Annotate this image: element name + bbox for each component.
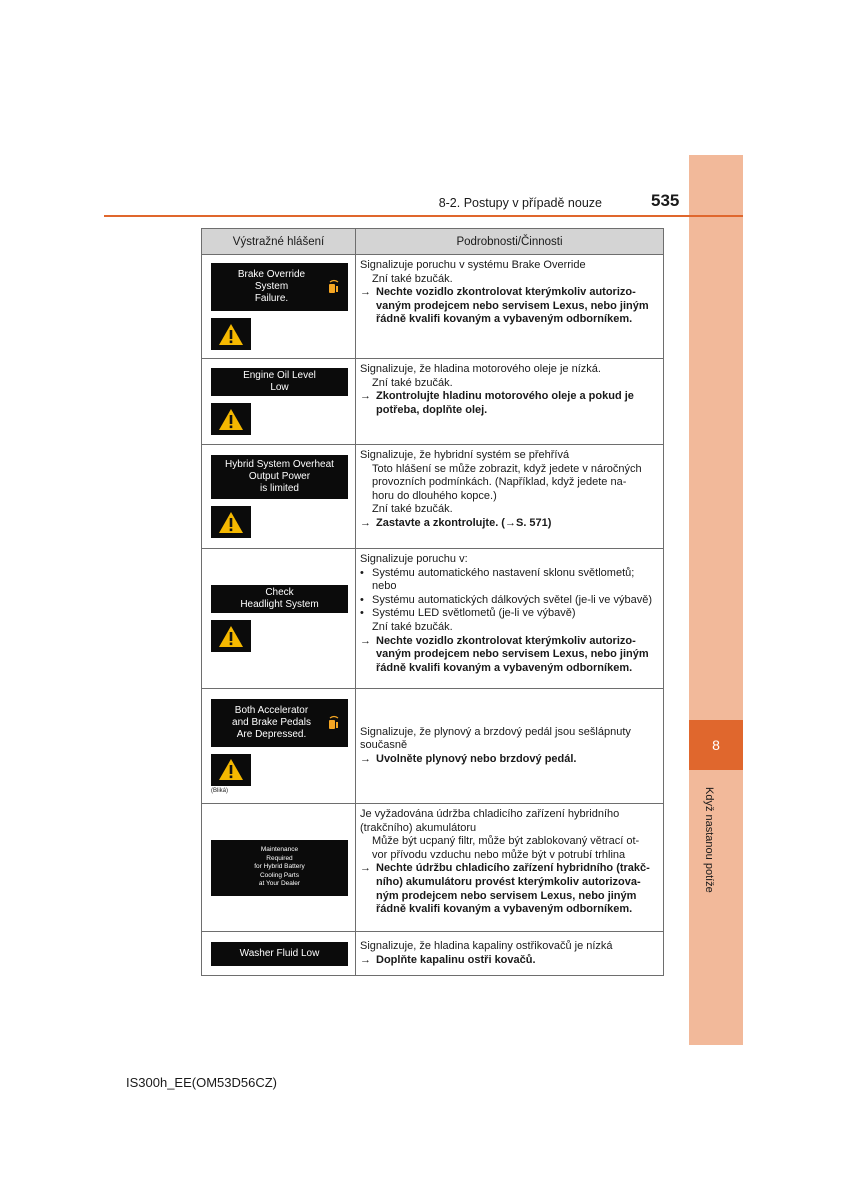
header-rule	[104, 215, 743, 217]
table-row	[202, 932, 664, 976]
warning-triangle-icon	[218, 625, 244, 648]
buzzer-note: Zní také bzučák.	[372, 620, 453, 633]
display-line: Output Power	[248, 471, 311, 482]
warning-triangle-icon	[218, 323, 244, 346]
description-text: Je vyžadována údržba chladicího zařízení hybridního (trakčního) akumulátoru	[360, 808, 620, 834]
bullet-item: • Systému automatického nastavení sklonu světlometů; nebo	[360, 566, 635, 593]
bullet-item: • Systému automatických dálkových světel (je-li ve výbavě)	[360, 593, 652, 606]
description-text: Signalizuje, že hladina motorového oleje je nízká.	[360, 363, 601, 375]
description-text: Signalizuje, že hybridní systém se přehřívá	[360, 449, 570, 461]
table-row	[202, 445, 664, 549]
bullet-item: • Systému LED světlometů (je-li ve výbavě)	[360, 607, 576, 620]
hybrid-overheat-display	[211, 455, 348, 499]
chapter-label: Když nastanou potíže	[703, 787, 715, 893]
details-cell	[356, 445, 664, 549]
message-cell	[202, 804, 356, 932]
action-text: → Zkontrolujte hladinu motorového oleje a pokud je potřeba, doplňte olej.	[360, 390, 634, 416]
details-cell	[356, 359, 664, 445]
engine-oil-display	[211, 368, 348, 396]
details-cell	[356, 689, 664, 804]
brake-pedal-icon	[326, 715, 342, 731]
warning-light	[211, 754, 251, 786]
action-text: → Zastavte a zkontrolujte. (→S. 571)	[360, 516, 552, 529]
display-line: Cooling Parts	[259, 871, 299, 879]
description-text: Signalizuje poruchu v systému Brake Override	[360, 259, 586, 271]
document-code: IS300h_EE(OM53D56CZ)	[126, 1075, 278, 1090]
brake-pedal-icon	[326, 279, 342, 295]
message-cell	[202, 359, 356, 445]
display-line: Brake Override	[237, 269, 306, 280]
display-line: and Brake Pedals	[232, 716, 311, 728]
display-line: Failure.	[254, 293, 289, 304]
display-line: Low	[270, 382, 289, 393]
detail-text: Může být ucpaný filtr, může být zablokovaný větrací ot- vor přívodu vzduchu nebo může být v potrubí trhlina	[372, 835, 640, 861]
details-cell	[356, 804, 664, 932]
display-line: Maintenance	[260, 846, 299, 854]
headlight-system-display	[211, 585, 348, 613]
warning-triangle-icon	[218, 511, 244, 534]
display-line: Headlight System	[240, 599, 319, 610]
action-text: → Doplňte kapalinu ostři kovačů.	[360, 953, 536, 966]
table-row	[202, 359, 664, 445]
washer-fluid-display	[211, 942, 348, 966]
display-line: Required	[266, 854, 293, 862]
column-header-message: Výstražné hlášení	[202, 229, 356, 255]
chapter-number: 8	[712, 737, 720, 753]
buzzer-note: Zní také bzučák.	[372, 503, 453, 516]
action-text: → Nechte vozidlo zkontrolovat kterýmkoliv autorizo- vaným prodejcem nebo servisem Lexus, nebo jiným řádně kvalifi kovaným a vybaveným odborníkem.	[360, 634, 649, 674]
display-line: at Your Dealer	[258, 880, 301, 888]
details-cell	[356, 932, 664, 976]
table-row	[202, 689, 664, 804]
display-line: Are Depressed.	[236, 728, 307, 740]
display-line: Both Accelerator	[234, 704, 309, 716]
action-text: → Nechte vozidlo zkontrolovat kterýmkoliv autorizo- vaným prodejcem nebo servisem Lexus, nebo jiným řádně kvalifi kovaným a vybaveným odborníkem.	[360, 286, 649, 326]
column-header-details: Podrobnosti/Činnosti	[356, 229, 664, 255]
section-title: 8-2. Postupy v případě nouze	[438, 196, 602, 210]
description-text: Signalizuje poruchu v:	[360, 553, 468, 565]
description-text: Signalizuje, že hladina kapaliny ostřikovačů je nízká	[360, 939, 613, 952]
action-text: → Uvolněte plynový nebo brzdový pedál.	[360, 752, 577, 765]
message-cell	[202, 445, 356, 549]
warning-light	[211, 506, 251, 538]
display-line: Hybrid System Overheat	[225, 459, 334, 470]
brake-override-display	[211, 263, 348, 311]
warning-light	[211, 620, 251, 652]
warning-triangle-icon	[218, 758, 244, 781]
page-reference-link[interactable]: S. 571)	[515, 516, 552, 529]
action-text: → Nechte údržbu chladicího zařízení hybridního (trakč- ního) akumulátoru provést kterýmkoliv autorizova- ným prodejcem nebo servisem Lexus, nebo jiným řádně kvalifi kovaným a vybaveným odborníkem.	[360, 862, 650, 916]
buzzer-note: Zní také bzučák.	[372, 272, 453, 285]
chapter-label-container	[696, 780, 722, 900]
warning-messages-table	[201, 228, 664, 976]
warning-light	[211, 318, 251, 350]
warning-light	[211, 403, 251, 435]
table-header-row	[202, 229, 664, 255]
description-text: Signalizuje, že plynový a brzdový pedál jsou sešlápnuty současně	[360, 725, 631, 752]
pedals-depressed-display	[211, 699, 348, 747]
hybrid-battery-cooling-display	[211, 840, 348, 896]
display-line: for Hybrid Battery	[254, 863, 305, 871]
details-cell	[356, 549, 664, 689]
message-cell	[202, 689, 356, 804]
message-cell	[202, 549, 356, 689]
chapter-number-tab[interactable]	[689, 720, 743, 770]
display-line: System	[254, 281, 289, 292]
warning-triangle-icon	[218, 408, 244, 431]
detail-text: Toto hlášení se může zobrazit, když jedete v náročných provozních podmínkách. (Například, když jedete na- horu do dlouhého kopce.)	[372, 462, 642, 502]
display-line: Check	[265, 587, 294, 598]
table-row	[202, 549, 664, 689]
table-row	[202, 255, 664, 359]
buzzer-note: Zní také bzučák.	[372, 376, 453, 389]
display-line: is limited	[260, 483, 299, 494]
chapter-side-tab	[689, 155, 743, 1045]
details-cell	[356, 255, 664, 359]
table-row	[202, 804, 664, 932]
display-line: Engine Oil Level	[243, 370, 316, 381]
message-cell	[202, 932, 356, 976]
message-cell	[202, 255, 356, 359]
blink-note: (Bliká)	[211, 787, 229, 794]
display-line: Washer Fluid Low	[239, 947, 320, 959]
page-number: 535	[651, 191, 680, 210]
